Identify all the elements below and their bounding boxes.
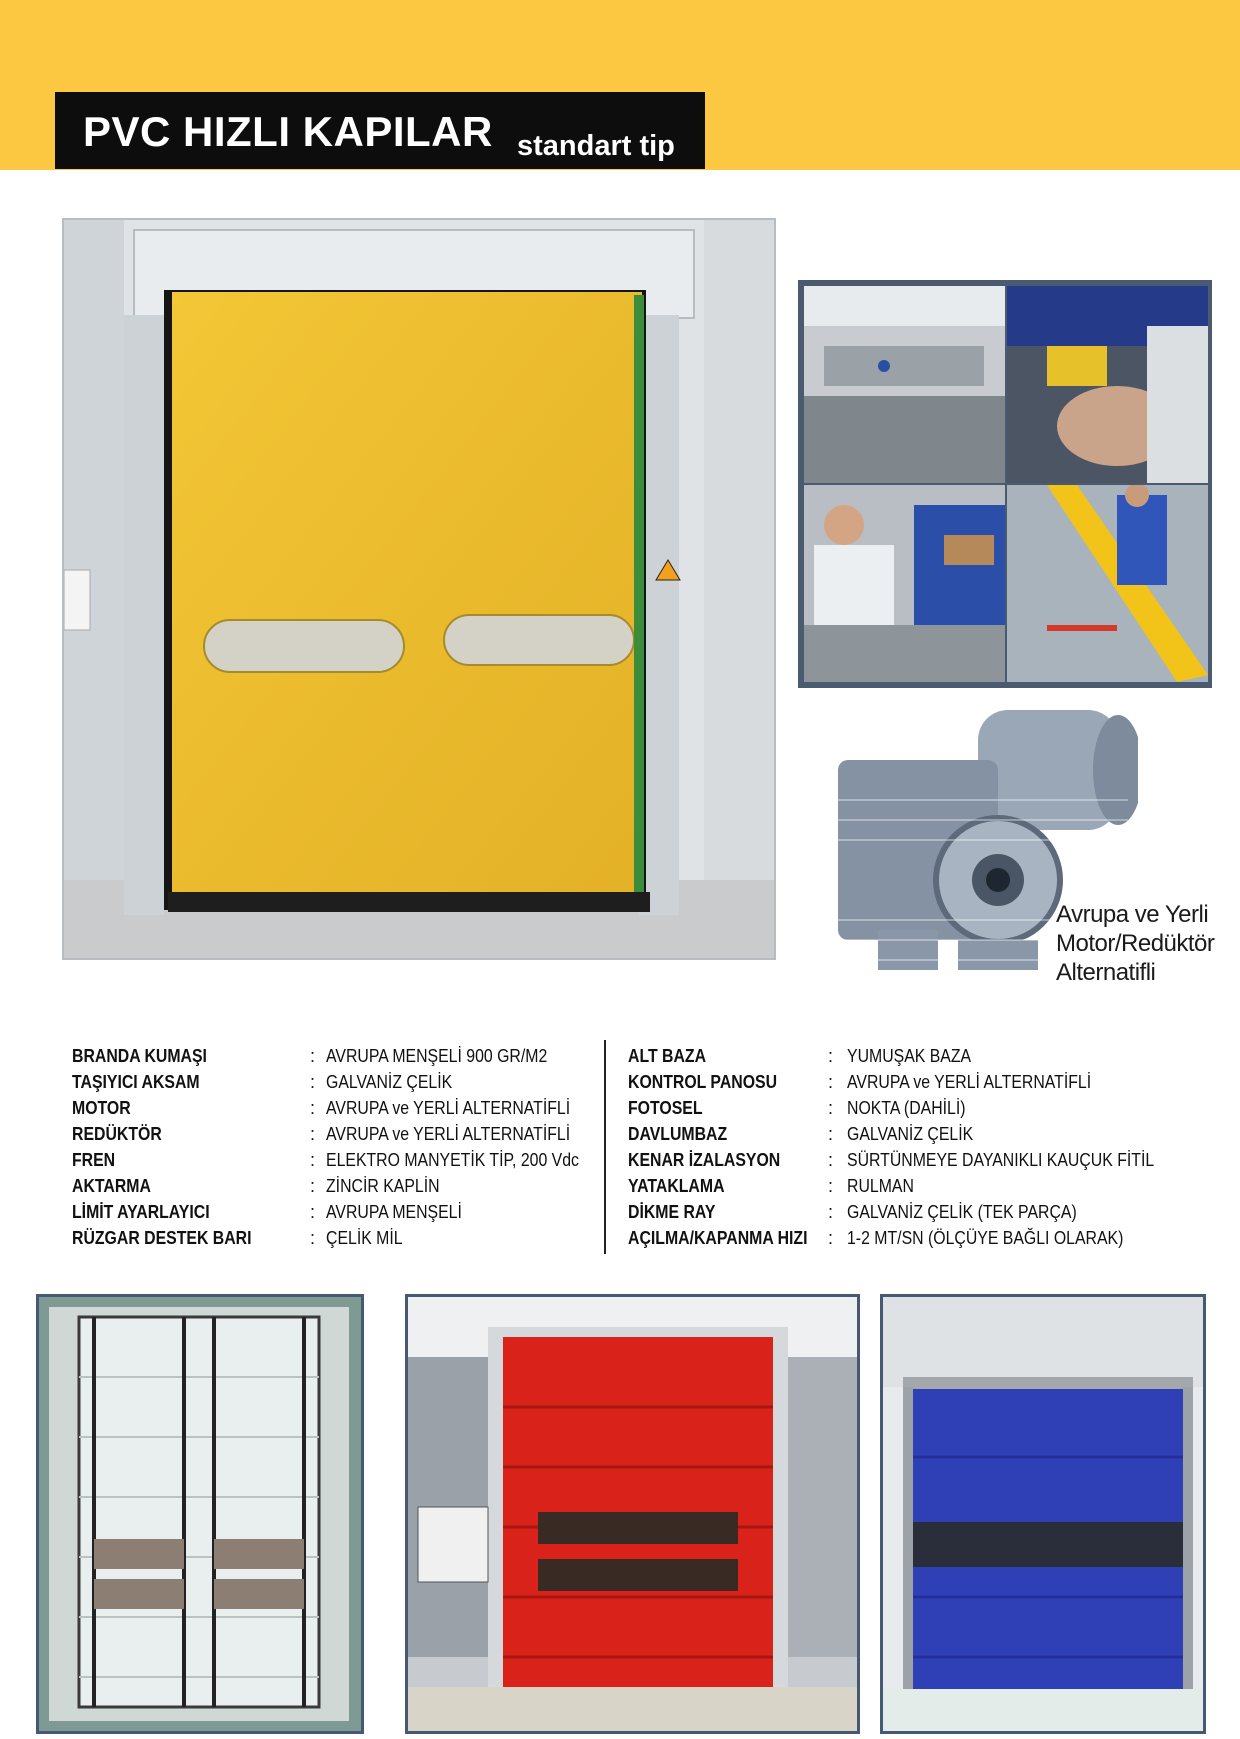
motor-caption-line: Avrupa ve Yerli xyxy=(1056,901,1209,928)
white-door-photo xyxy=(36,1294,364,1734)
spec-value: GALVANİZ ÇELİK xyxy=(847,1124,974,1144)
motor-caption-line: Motor/Redüktör xyxy=(1056,930,1215,957)
spec-key: ALT BAZA xyxy=(628,1046,707,1066)
blue-door-photo xyxy=(880,1294,1206,1734)
spec-key: RÜZGAR DESTEK BARI xyxy=(72,1228,252,1248)
spec-colon: : xyxy=(828,1098,834,1118)
spec-key: DAVLUMBAZ xyxy=(628,1124,728,1144)
spec-value: AVRUPA ve YERLİ ALTERNATİFLİ xyxy=(326,1098,571,1118)
spec-colon: : xyxy=(828,1124,834,1144)
page-title: PVC HIZLI KAPILAR xyxy=(83,108,493,155)
spec-key: DİKME RAY xyxy=(628,1202,716,1222)
spec-value: SÜRTÜNMEYE DAYANIKLI KAUÇUK FİTİL xyxy=(847,1150,1155,1170)
motor-caption-line: Alternatifli xyxy=(1056,959,1156,986)
spec-key: REDÜKTÖR xyxy=(72,1124,162,1144)
production-collage xyxy=(798,280,1212,688)
collage-photo-workshop xyxy=(804,286,1005,483)
spec-value: ELEKTRO MANYETİK TİP, 200 Vdc xyxy=(326,1150,579,1170)
spec-value: ÇELİK MİL xyxy=(326,1228,403,1248)
spec-key: BRANDA KUMAŞI xyxy=(72,1046,207,1066)
spec-colon: : xyxy=(310,1228,316,1248)
spec-colon: : xyxy=(828,1046,834,1066)
collage-photo-motor-assembly xyxy=(1007,286,1208,483)
spec-key: KONTROL PANOSU xyxy=(628,1072,778,1092)
spec-key: FOTOSEL xyxy=(628,1098,703,1118)
spec-key: YATAKLAMA xyxy=(628,1176,725,1196)
spec-value: AVRUPA ve YERLİ ALTERNATİFLİ xyxy=(847,1072,1092,1092)
spec-colon: : xyxy=(828,1150,834,1170)
main-door-photo xyxy=(62,218,776,960)
spec-value: GALVANİZ ÇELİK (TEK PARÇA) xyxy=(847,1202,1077,1222)
spec-colon: : xyxy=(310,1098,316,1118)
spec-value: YUMUŞAK BAZA xyxy=(847,1046,972,1066)
spec-colon: : xyxy=(310,1150,316,1170)
spec-colon: : xyxy=(828,1176,834,1196)
spec-key: TAŞIYICI AKSAM xyxy=(72,1072,200,1092)
spec-value: GALVANİZ ÇELİK xyxy=(326,1072,453,1092)
spec-value: 1-2 MT/SN (ÖLÇÜYE BAĞLI OLARAK) xyxy=(847,1228,1124,1248)
spec-colon: : xyxy=(310,1046,316,1066)
spec-value: NOKTA (DAHİLİ) xyxy=(847,1098,966,1118)
spec-value: AVRUPA MENŞELİ xyxy=(326,1202,462,1222)
motor-caption xyxy=(1056,900,1214,987)
spec-colon: : xyxy=(828,1202,834,1222)
spec-value: RULMAN xyxy=(847,1176,914,1196)
specs-divider xyxy=(604,1040,606,1254)
spec-colon: : xyxy=(310,1202,316,1222)
red-door-photo xyxy=(405,1294,860,1734)
spec-key: MOTOR xyxy=(72,1098,131,1118)
spec-key: AÇILMA/KAPANMA HIZI xyxy=(628,1228,808,1248)
spec-colon: : xyxy=(828,1228,834,1248)
spec-key: FREN xyxy=(72,1150,116,1170)
spec-value: AVRUPA ve YERLİ ALTERNATİFLİ xyxy=(326,1124,571,1144)
collage-photo-measuring xyxy=(1007,485,1208,682)
spec-colon: : xyxy=(310,1124,316,1144)
title-box xyxy=(55,92,705,169)
spec-value: ZİNCİR KAPLİN xyxy=(326,1176,440,1196)
spec-value: AVRUPA MENŞELİ 900 GR/M2 xyxy=(326,1046,548,1066)
spec-colon: : xyxy=(828,1072,834,1092)
spec-key: AKTARMA xyxy=(72,1176,151,1196)
spec-colon: : xyxy=(310,1072,316,1092)
page-subtitle: standart tip xyxy=(517,130,675,162)
collage-photo-worker xyxy=(804,485,1005,682)
spec-key: KENAR İZALASYON xyxy=(628,1150,781,1170)
spec-colon: : xyxy=(310,1176,316,1196)
spec-key: LİMİT AYARLAYICI xyxy=(72,1202,210,1222)
